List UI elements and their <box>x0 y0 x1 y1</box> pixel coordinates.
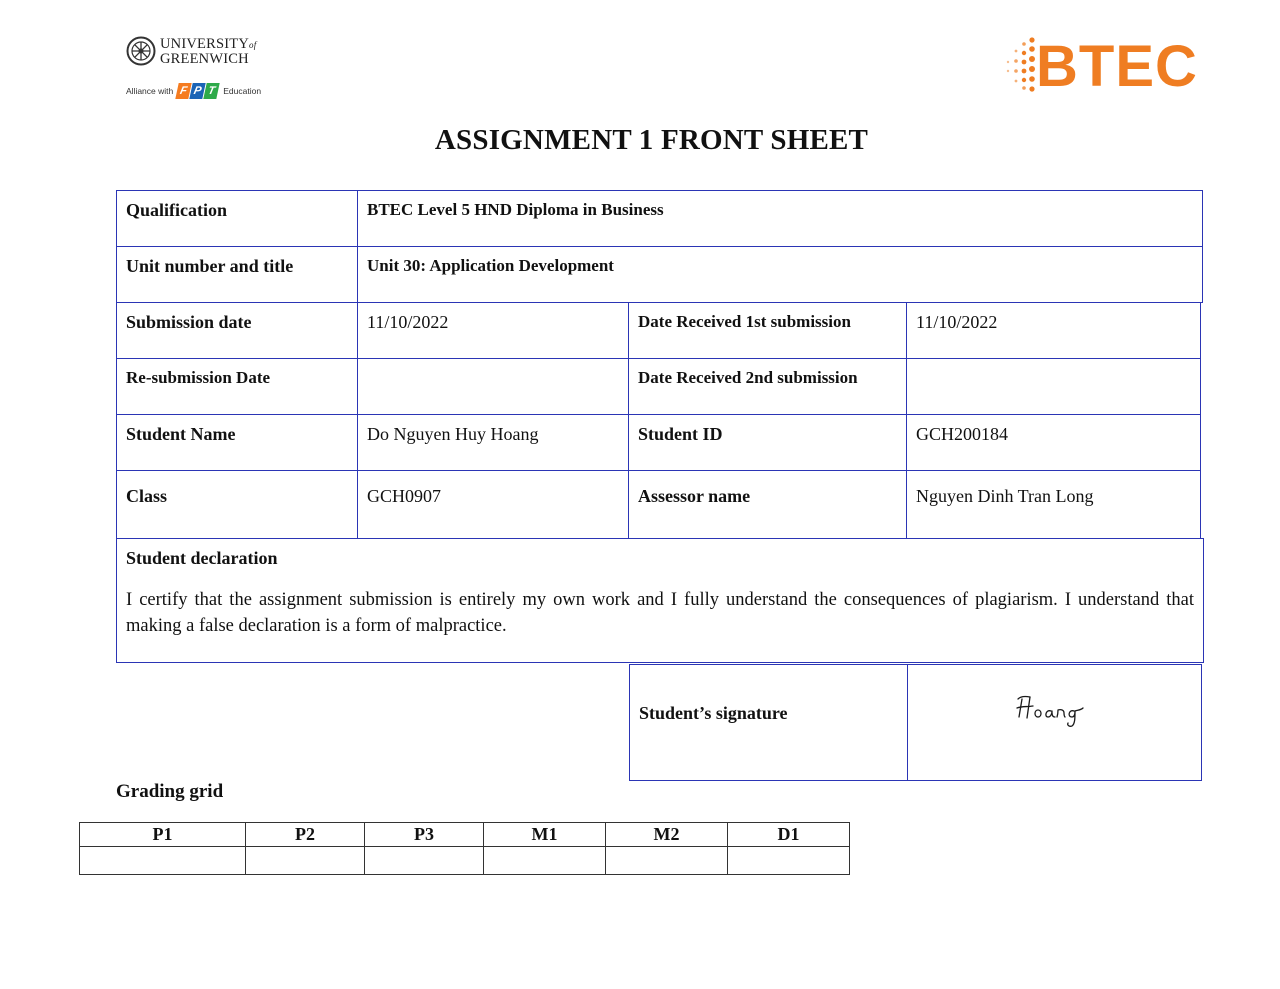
alliance-prefix: Alliance with <box>126 86 174 96</box>
submission-date-value: 11/10/2022 <box>357 302 629 359</box>
resubmission-row <box>116 358 1203 414</box>
unit-value: Unit 30: Application Development <box>357 246 1203 303</box>
grade-value-p1 <box>80 847 246 875</box>
grade-value-p2 <box>246 847 365 875</box>
fpt-letter-f: F <box>176 83 192 99</box>
signature-label: Student’s signature <box>629 664 908 781</box>
date-received-1-label: Date Received 1st submission <box>628 302 907 359</box>
date-received-1-value: 11/10/2022 <box>906 302 1201 359</box>
student-id-label: Student ID <box>628 414 907 471</box>
btec-wordmark: BTEC <box>1036 34 1198 99</box>
alliance-line <box>126 80 261 102</box>
btec-dots-icon <box>1000 34 1040 96</box>
university-of: of <box>249 40 257 50</box>
qualification-value: BTEC Level 5 HND Diploma in Business <box>357 190 1203 247</box>
student-id-value: GCH200184 <box>906 414 1201 471</box>
university-of-greenwich-logo <box>126 36 266 100</box>
assessor-label: Assessor name <box>628 470 907 539</box>
university-line1: UNIVERSITY <box>160 36 249 52</box>
declaration-row <box>116 538 1203 662</box>
front-sheet-table <box>116 190 1203 662</box>
signature-row <box>629 664 1201 780</box>
resubmission-date-value <box>357 358 629 415</box>
grading-header-row <box>80 823 850 847</box>
date-received-2-value <box>906 358 1201 415</box>
handwritten-signature <box>1016 691 1096 731</box>
unit-row <box>116 246 1203 302</box>
student-name-label: Student Name <box>116 414 358 471</box>
assessor-value: Nguyen Dinh Tran Long <box>906 470 1201 539</box>
alliance-suffix: Education <box>223 86 262 96</box>
class-row <box>116 470 1203 538</box>
fpt-logo <box>177 83 219 99</box>
student-declaration <box>116 538 1204 663</box>
grade-value-p3 <box>365 847 484 875</box>
grade-header-p1: P1 <box>80 823 246 847</box>
resubmission-date-label: Re-submission Date <box>116 358 358 415</box>
grading-value-row <box>80 847 850 875</box>
grade-value-d1 <box>728 847 850 875</box>
unit-label: Unit number and title <box>116 246 358 303</box>
grading-grid-title: Grading grid <box>116 781 224 802</box>
btec-logo <box>1000 34 1200 98</box>
student-name-value: Do Nguyen Huy Hoang <box>357 414 629 471</box>
student-row <box>116 414 1203 470</box>
fpt-letter-t: T <box>204 83 220 99</box>
grade-value-m2 <box>606 847 728 875</box>
grade-header-p2: P2 <box>246 823 365 847</box>
class-value: GCH0907 <box>357 470 629 539</box>
qualification-row <box>116 190 1203 246</box>
signature-box <box>907 664 1202 781</box>
declaration-title: Student declaration <box>126 548 278 568</box>
grade-value-m1 <box>484 847 606 875</box>
grading-grid-table <box>79 822 850 875</box>
submission-row <box>116 302 1203 358</box>
submission-date-label: Submission date <box>116 302 358 359</box>
grade-header-d1: D1 <box>728 823 850 847</box>
class-label: Class <box>116 470 358 539</box>
date-received-2-label: Date Received 2nd submission <box>628 358 907 415</box>
university-emblem-icon <box>126 36 156 66</box>
fpt-letter-p: P <box>190 83 206 99</box>
university-line2: GREENWICH <box>160 51 249 67</box>
page-title: ASSIGNMENT 1 FRONT SHEET <box>434 124 869 156</box>
grade-header-m1: M1 <box>484 823 606 847</box>
grade-header-p3: P3 <box>365 823 484 847</box>
declaration-text: I certify that the assignment submission is entirely my own work and I fully understand the consequences of plagiarism. I understand that making a false declaration is a form of malpractice. <box>126 590 1194 636</box>
grade-header-m2: M2 <box>606 823 728 847</box>
university-name <box>160 37 256 66</box>
qualification-label: Qualification <box>116 190 358 247</box>
